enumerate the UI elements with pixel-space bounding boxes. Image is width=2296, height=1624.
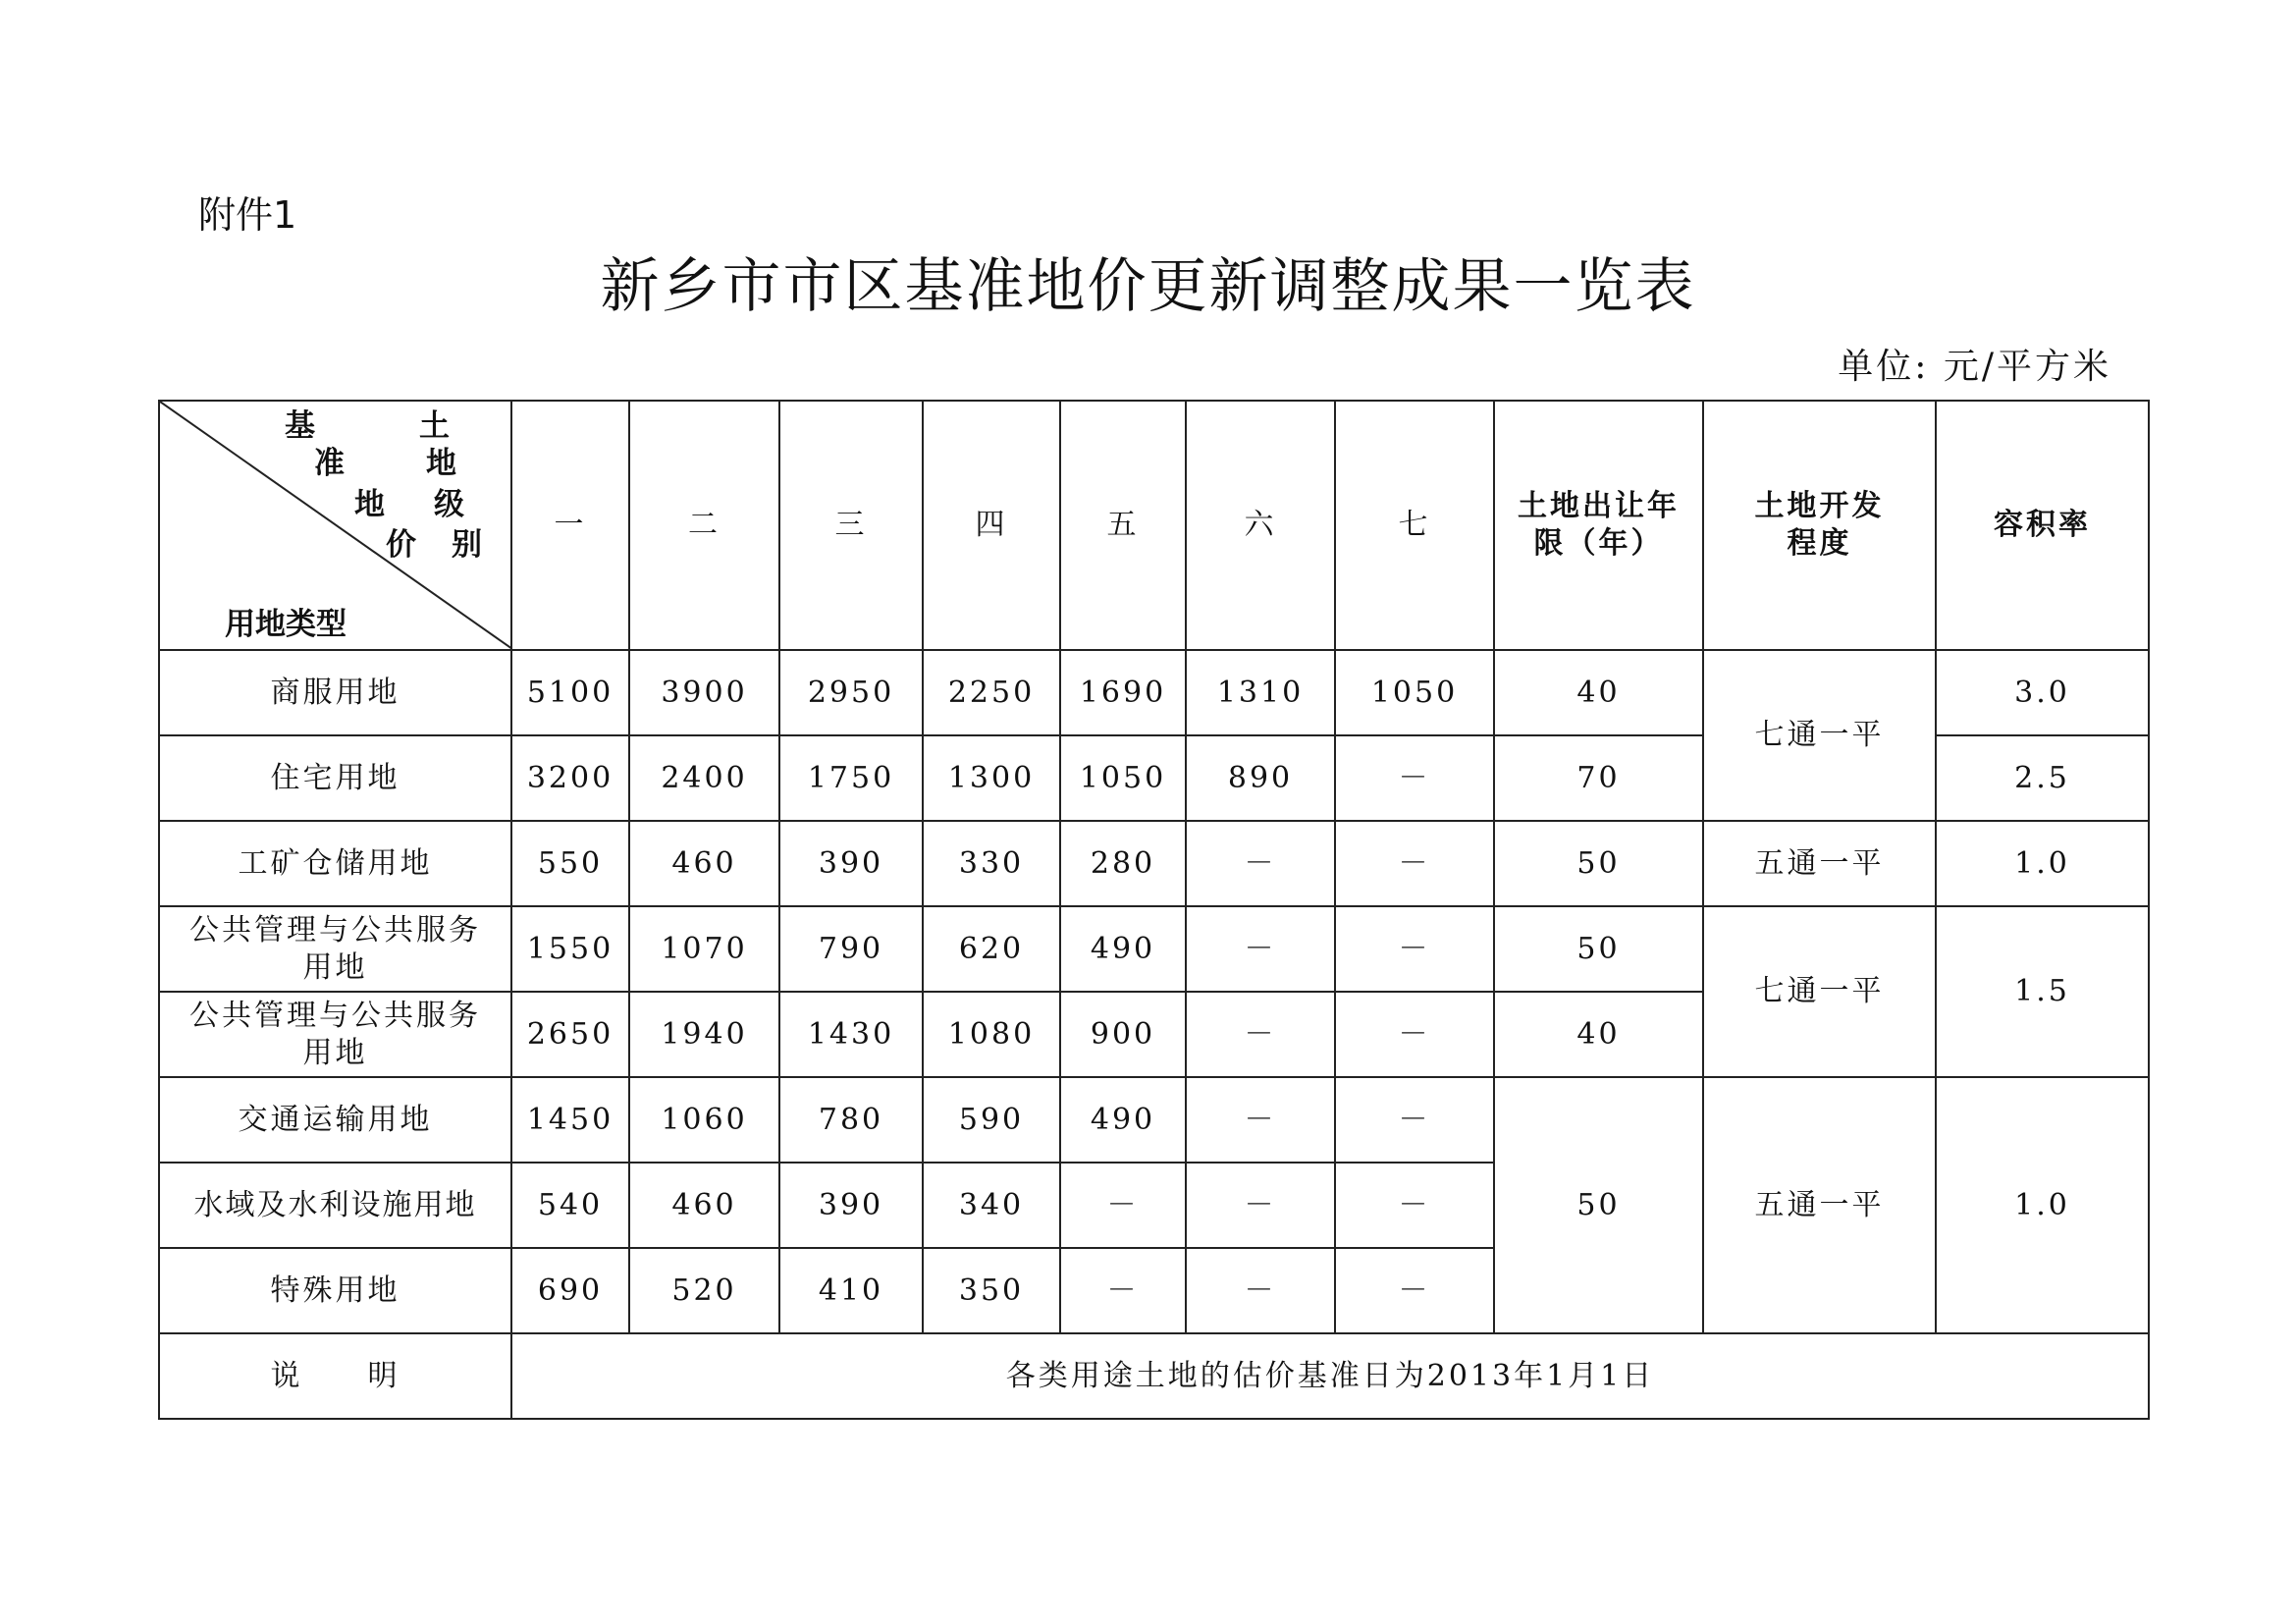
price-cell: 780 [779, 1077, 923, 1163]
price-cell: 460 [629, 1163, 779, 1248]
diag-char-left-4: 价 [386, 527, 416, 563]
land-type-cell: 住宅用地 [159, 735, 511, 821]
price-cell: － [1186, 992, 1335, 1077]
term-cell: 40 [1494, 650, 1703, 735]
price-cell: 620 [923, 906, 1060, 992]
far-cell: 2.5 [1936, 735, 2149, 821]
price-cell: 520 [629, 1248, 779, 1333]
level-header-2: 二 [629, 401, 779, 650]
level-header-3: 三 [779, 401, 923, 650]
price-cell: 340 [923, 1163, 1060, 1248]
table-row [159, 906, 2149, 992]
price-cell: － [1335, 735, 1494, 821]
price-cell: － [1060, 1248, 1186, 1333]
price-cell: － [1335, 821, 1494, 906]
price-cell: 410 [779, 1248, 923, 1333]
land-type-cell: 水域及水利设施用地 [159, 1163, 511, 1248]
price-cell: 1940 [629, 992, 779, 1077]
price-cell: 1550 [511, 906, 629, 992]
price-cell: － [1335, 1077, 1494, 1163]
price-cell: 460 [629, 821, 779, 906]
term-cell: 50 [1494, 821, 1703, 906]
diag-char-right-3: 级 [434, 487, 464, 522]
price-cell: 3900 [629, 650, 779, 735]
price-cell: － [1186, 1077, 1335, 1163]
price-cell: 900 [1060, 992, 1186, 1077]
level-header-4: 四 [923, 401, 1060, 650]
diag-char-right-2: 地 [426, 446, 456, 481]
price-cell: 1080 [923, 992, 1060, 1077]
term-cell: 70 [1494, 735, 1703, 821]
price-cell: 1430 [779, 992, 923, 1077]
price-cell: 790 [779, 906, 923, 992]
row-axis-label: 用地类型 [225, 607, 347, 642]
price-cell: 1690 [1060, 650, 1186, 735]
note-label: 说 明 [159, 1333, 511, 1419]
far-header: 容积率 [1936, 401, 2149, 650]
land-type-cell: 工矿仓储用地 [159, 821, 511, 906]
price-cell: 350 [923, 1248, 1060, 1333]
price-cell: 490 [1060, 906, 1186, 992]
price-cell: － [1186, 821, 1335, 906]
diag-char-right-4: 别 [452, 527, 482, 563]
term-cell: 40 [1494, 992, 1703, 1077]
term-cell: 50 [1494, 906, 1703, 992]
development-cell: 七通一平 [1703, 650, 1936, 821]
term-header-line2: 限（年） [1533, 526, 1664, 561]
level-header-6: 六 [1186, 401, 1335, 650]
price-cell: 1300 [923, 735, 1060, 821]
page-title: 新乡市市区基准地价更新调整成果一览表 [600, 252, 1696, 321]
header-row [159, 401, 2149, 650]
diag-char-right-1: 土 [419, 408, 450, 444]
far-cell: 1.5 [1936, 906, 2149, 1077]
price-cell: 540 [511, 1163, 629, 1248]
note-text: 各类用途土地的估价基准日为2013年1月1日 [511, 1333, 2149, 1419]
price-cell: 2250 [923, 650, 1060, 735]
level-header-1: 一 [511, 401, 629, 650]
price-cell: 590 [923, 1077, 1060, 1163]
price-cell: － [1186, 1163, 1335, 1248]
price-cell: 3200 [511, 735, 629, 821]
development-cell: 五通一平 [1703, 821, 1936, 906]
unit-label: 单位: 元/平方米 [1838, 347, 2111, 387]
price-cell: 1050 [1335, 650, 1494, 735]
land-type-cell: 商服用地 [159, 650, 511, 735]
land-type-line1: 公共管理与公共服务 [189, 912, 481, 947]
diag-char-left-2: 准 [314, 446, 345, 481]
far-cell: 1.0 [1936, 1077, 2149, 1333]
price-cell: － [1060, 1163, 1186, 1248]
term-header-line1: 土地出让年 [1518, 489, 1680, 523]
price-cell: － [1186, 1248, 1335, 1333]
table-row [159, 1077, 2149, 1163]
price-cell: 1050 [1060, 735, 1186, 821]
development-header-line1: 土地开发 [1754, 489, 1885, 523]
land-type-line2: 用地 [302, 1035, 368, 1070]
price-cell: 690 [511, 1248, 629, 1333]
note-row [159, 1333, 2149, 1419]
term-cell: 50 [1494, 1077, 1703, 1333]
price-cell: 2400 [629, 735, 779, 821]
price-cell: 330 [923, 821, 1060, 906]
price-cell: 390 [779, 821, 923, 906]
price-cell: － [1335, 1248, 1494, 1333]
price-cell: 280 [1060, 821, 1186, 906]
land-type-cell [159, 992, 511, 1077]
price-cell: 490 [1060, 1077, 1186, 1163]
land-price-table [158, 400, 2150, 1420]
diagonal-header-cell [159, 401, 511, 650]
price-cell: 2650 [511, 992, 629, 1077]
price-cell: 1060 [629, 1077, 779, 1163]
development-cell: 七通一平 [1703, 906, 1936, 1077]
price-cell: 1070 [629, 906, 779, 992]
land-type-cell: 特殊用地 [159, 1248, 511, 1333]
annex-label: 附件1 [198, 193, 297, 237]
price-cell: 1750 [779, 735, 923, 821]
level-header-5: 五 [1060, 401, 1186, 650]
land-type-cell: 交通运输用地 [159, 1077, 511, 1163]
price-cell: 1310 [1186, 650, 1335, 735]
price-cell: 2950 [779, 650, 923, 735]
land-type-line2: 用地 [302, 949, 368, 985]
diag-char-left-1: 基 [285, 408, 315, 444]
price-cell: 390 [779, 1163, 923, 1248]
price-cell: 550 [511, 821, 629, 906]
far-cell: 1.0 [1936, 821, 2149, 906]
price-cell: － [1186, 906, 1335, 992]
price-cell: － [1335, 906, 1494, 992]
term-header [1494, 401, 1703, 650]
table-row [159, 821, 2149, 906]
land-type-cell [159, 906, 511, 992]
far-cell: 3.0 [1936, 650, 2149, 735]
development-header [1703, 401, 1936, 650]
diag-char-left-3: 地 [354, 487, 385, 522]
land-type-line1: 公共管理与公共服务 [189, 998, 481, 1033]
development-header-line2: 程度 [1787, 526, 1852, 561]
price-cell: － [1335, 1163, 1494, 1248]
price-cell: 5100 [511, 650, 629, 735]
development-cell: 五通一平 [1703, 1077, 1936, 1333]
price-cell: 890 [1186, 735, 1335, 821]
level-header-7: 七 [1335, 401, 1494, 650]
table-row [159, 650, 2149, 735]
price-cell: 1450 [511, 1077, 629, 1163]
price-cell: － [1335, 992, 1494, 1077]
